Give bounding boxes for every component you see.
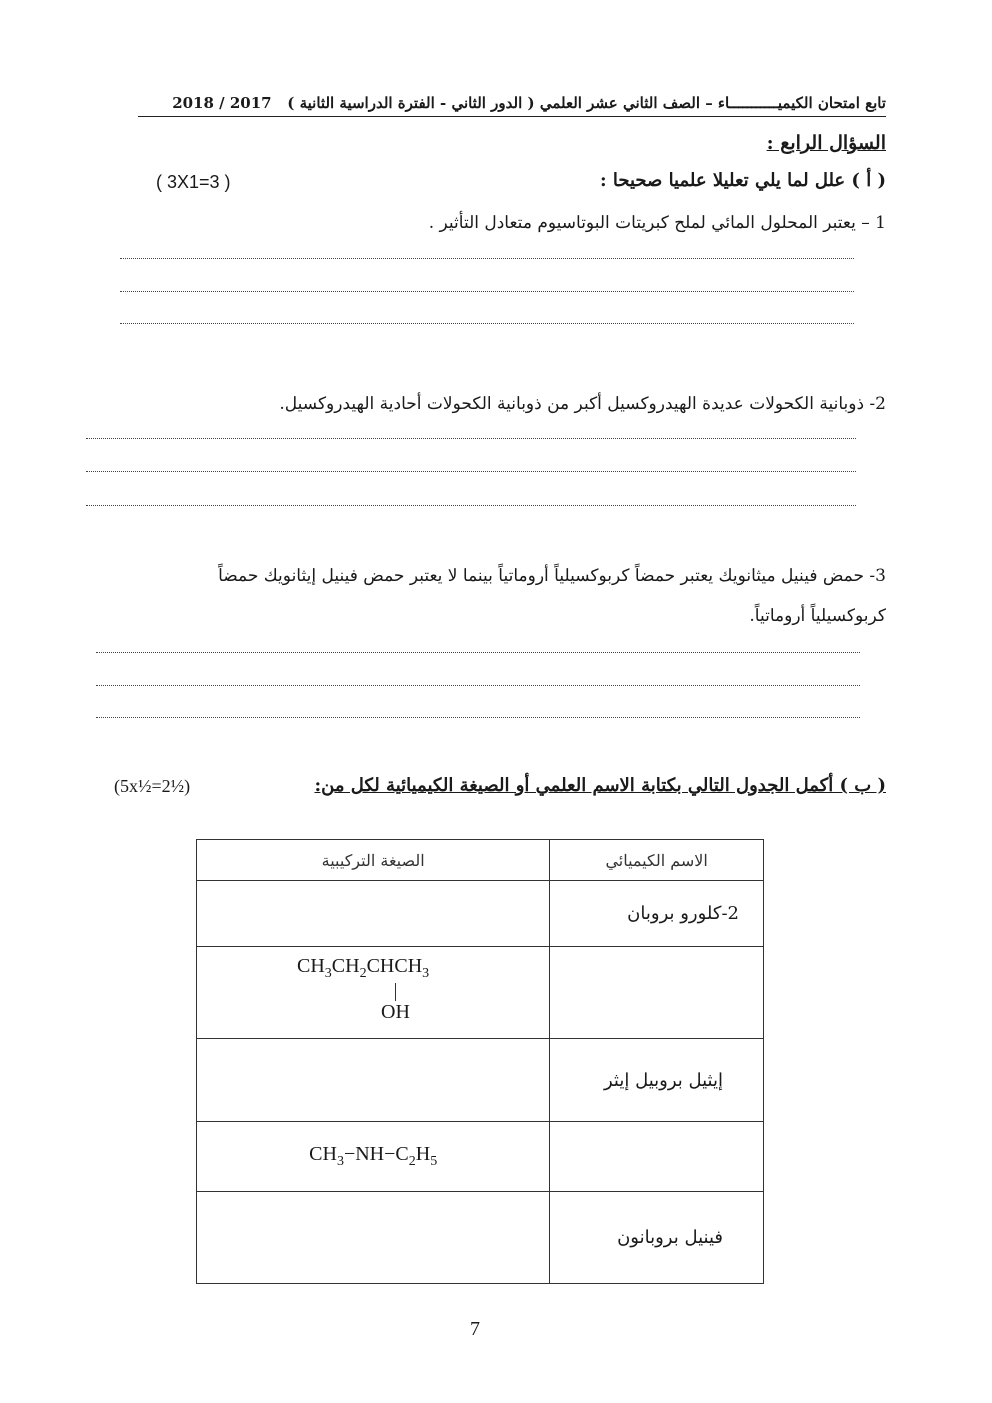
formula-cell-empty[interactable] [197, 881, 550, 947]
answer-line[interactable] [120, 258, 854, 259]
name-cell: 2-كلورو بروبان [550, 881, 764, 947]
formula-oh: OH [381, 1001, 410, 1023]
column-header-name: الاسم الكيميائي [550, 840, 764, 881]
name-cell-empty[interactable] [550, 947, 764, 1039]
header-text [172, 94, 886, 112]
table-row [197, 1039, 764, 1122]
question-title: السؤال الرابع : [766, 132, 886, 154]
table-row [197, 1192, 764, 1284]
section-a-label: ( أ ) علل لما يلي تعليلا علميا صحيحا : [599, 170, 886, 191]
name-cell: إيثيل بروبيل إيثر [550, 1039, 764, 1122]
table-header-row [197, 840, 764, 881]
answer-line[interactable] [86, 438, 856, 439]
formula-cell-empty[interactable] [197, 1192, 550, 1284]
section-a-marks: ( 3X1=3 ) [156, 172, 231, 192]
page-number: 7 [470, 1318, 480, 1340]
formula-main: $CH_3CH_2CHCH_3$ [297, 955, 430, 981]
answer-line[interactable] [120, 323, 854, 324]
section-b-marks: (5x½=2½) [114, 776, 191, 796]
formula-cell-empty[interactable] [197, 1039, 550, 1122]
header-title: تابع امتحان الكيميـــــــــــاء – الصف الثاني عشر العلمي ( الدور الثاني - الفترة الدراسية الثانية ) [287, 94, 886, 112]
name-cell-empty[interactable] [550, 1122, 764, 1192]
column-header-formula: الصيغة التركيبية [197, 840, 550, 881]
answer-line[interactable] [96, 685, 860, 686]
answer-line[interactable] [86, 471, 856, 472]
section-b-instruction: ( ب ) أكمل الجدول التالي بكتابة الاسم العلمي أو الصيغة الكيميائية لكل من: [314, 775, 886, 796]
item-1-text: 1 – يعتبر المحلول المائي لملح كبريتات البوتاسيوم متعادل التأثير . [428, 213, 886, 233]
header-year: 2018 / 2017 [172, 94, 272, 112]
item-3-text: 3- حمض فينيل ميثانويك يعتبر حمضاً كربوكسيلياً أروماتياً بينما لا يعتبر حمض فينيل إيثانويك حمضاً [218, 566, 886, 586]
table-row [197, 881, 764, 947]
bond-line [395, 983, 396, 1001]
formula-cell [197, 947, 550, 1039]
table-row [197, 1122, 764, 1192]
answer-line[interactable] [120, 291, 854, 292]
section-b-label [314, 775, 886, 796]
exam-header [138, 94, 886, 118]
name-cell: فينيل بروبانون [550, 1192, 764, 1284]
formula-cell: $CH_3-NH-C_2H_5$ [197, 1122, 550, 1192]
item-2-text: 2- ذوبانية الكحولات عديدة الهيدروكسيل أكبر من ذوبانية الكحولات أحادية الهيدروكسيل. [279, 394, 886, 414]
answer-line[interactable] [86, 505, 856, 506]
compounds-table [196, 839, 764, 1284]
header-underline [138, 116, 886, 117]
answer-line[interactable] [96, 652, 860, 653]
table-row [197, 947, 764, 1039]
item-3-text-continued: كربوكسيلياً أروماتياً. [749, 606, 886, 626]
answer-line[interactable] [96, 717, 860, 718]
